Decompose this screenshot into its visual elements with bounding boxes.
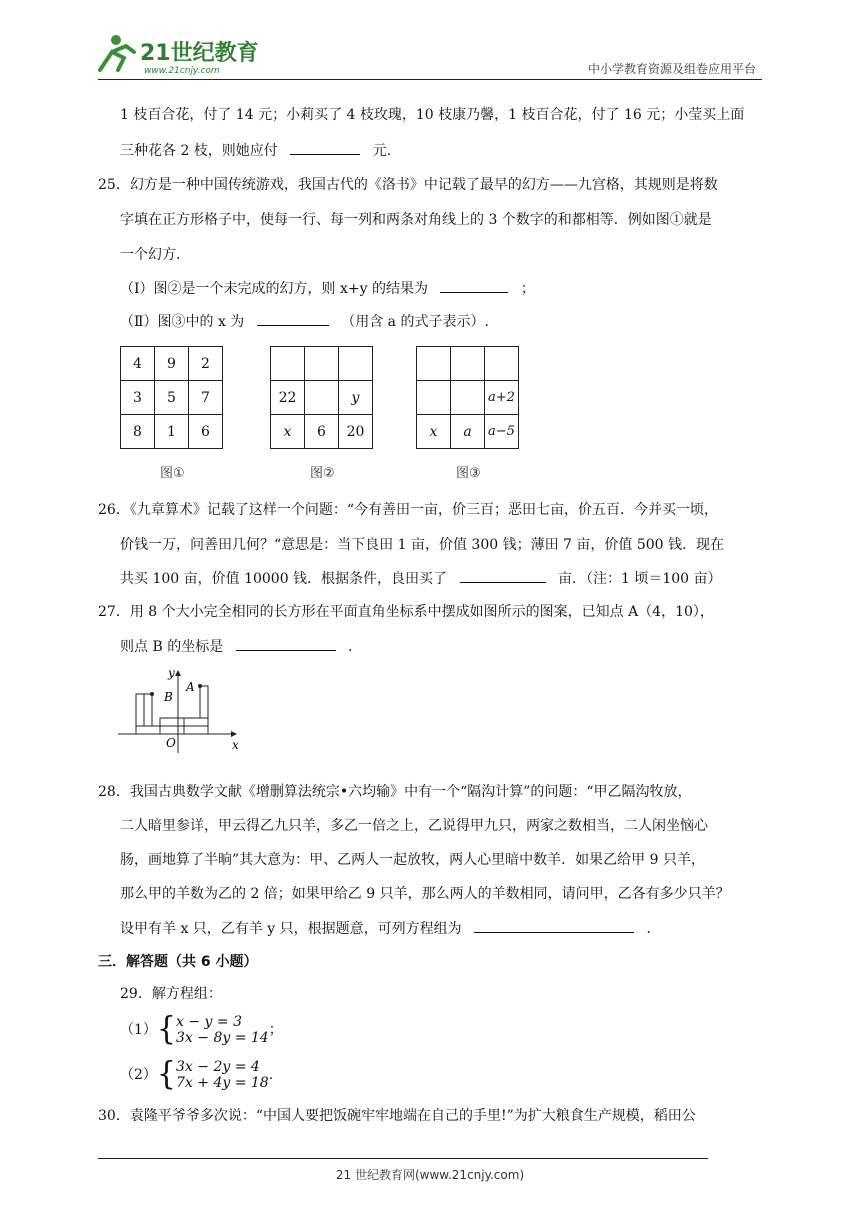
point-b	[150, 692, 154, 696]
grid-cell: 22	[271, 381, 305, 415]
q26-line3a: 共买 100 亩，价值 10000 钱．根据条件，良田买了	[120, 571, 448, 587]
q29-title: 29．解方程组：	[120, 986, 222, 1002]
logo-url: www.21cnjy.com	[144, 66, 220, 76]
figure3-caption: 图③	[456, 466, 481, 481]
q29-p2-end: .	[268, 1067, 274, 1083]
magic-square-2	[270, 346, 373, 449]
q27-line1: 27．用 8 个大小完全相同的长方形在平面直角坐标系中摆成如图所示的图案，已知点 A（4，10），	[98, 604, 714, 620]
q28-line5a: 设甲有羊 x 只，乙有羊 y 只，根据题意，可列方程组为	[120, 921, 462, 937]
grid-cell	[339, 347, 373, 381]
q29-system1	[120, 1011, 283, 1048]
grid-cell: x	[271, 415, 305, 449]
grid-cell: 9	[155, 347, 189, 381]
q28-line4: 那么甲的羊数为乙的 2 倍；如果甲给乙 9 只羊，那么两人的羊数相同，请问甲，乙各有多少只羊？	[120, 886, 730, 902]
grid-cell: a+2	[485, 381, 519, 415]
brace-icon: {	[156, 1011, 177, 1048]
figure2-caption: 图②	[310, 466, 335, 481]
q29-p1-label: （1）	[120, 1022, 157, 1038]
header-divider	[98, 79, 762, 80]
grid-cell	[451, 381, 485, 415]
grid-cell	[485, 347, 519, 381]
q25-part2a: （Ⅱ）图③中的 x 为	[120, 314, 245, 330]
footer-text: 21 世纪教育网(www.21cnjy.com)	[335, 1168, 525, 1182]
label-b: B	[164, 690, 173, 704]
coordinate-figure	[118, 665, 248, 755]
q28-line3: 肠，画地算了半晌”其大意为：甲、乙两人一起放牧，两人心里暗中数羊．如果乙给甲 9 只羊，	[120, 852, 705, 868]
q26-line3	[120, 568, 722, 589]
label-o: O	[166, 736, 176, 750]
q29-p1-eq1: x − y = 3	[176, 1014, 242, 1030]
q28-line1: 28．我国古典数学文献《增删算法统宗•六均输》中有一个“隔沟计算”的问题：“甲乙隔沟牧放，	[98, 784, 692, 800]
q28-line5b: ．	[646, 921, 661, 937]
q26-line2: 价钱一万，问善田几何？“意思是：当下良田 1 亩，价值 300 钱；薄田 7 亩，价值 500 钱．现在	[120, 537, 725, 553]
q29-p2-eq2: 7x + 4y = 18	[176, 1075, 269, 1091]
q27-line2a: 则点 B 的坐标是	[120, 639, 224, 655]
grid-cell: 20	[339, 415, 373, 449]
site-logo	[92, 30, 262, 80]
grid-cell: 7	[189, 381, 223, 415]
grid-cell: 5	[155, 381, 189, 415]
header-platform-text: 中小学教育资源及组卷应用平台	[587, 62, 756, 76]
grid-cell	[271, 347, 305, 381]
q24-answer-blank[interactable]	[290, 140, 360, 155]
logo-text: 21世纪教育	[140, 41, 259, 66]
footer-divider	[98, 1158, 708, 1159]
label-x: x	[232, 738, 239, 752]
q27-line2b: ．	[348, 639, 363, 655]
q25-line1: 25．幻方是一种中国传统游戏，我国古代的《洛书》中记载了最早的幻方——九宫格，其规则是将数	[98, 177, 718, 193]
grid-cell: 3	[121, 381, 155, 415]
q29-p1-end: ；	[268, 1022, 283, 1038]
point-a	[198, 684, 202, 688]
grid-cell: 6	[305, 415, 339, 449]
label-y: y	[168, 666, 175, 680]
q26-line3b: 亩．（注：1 顷＝100 亩）	[557, 571, 722, 587]
q28-line2: 二人暗里参详，甲云得乙九只羊，多乙一倍之上，乙说得甲九只，两家之数相当，二人闲坐恼心	[120, 818, 708, 834]
q29-p1-eq2: 3x − 8y = 14	[176, 1030, 269, 1046]
q25-line3: 一个幻方．	[120, 247, 190, 263]
grid-cell: 4	[121, 347, 155, 381]
q26-answer-blank[interactable]	[460, 568, 546, 583]
grid-cell: 8	[121, 415, 155, 449]
q24-line2a: 三种花各 2 枝，则她应付	[120, 143, 278, 159]
grid-cell: x	[417, 415, 451, 449]
grid-cell: a	[451, 415, 485, 449]
grid-cell	[417, 381, 451, 415]
q25-line2: 字填在正方形格子中，使每一行、每一列和两条对角线上的 3 个数字的和都相等．例如图①就是	[120, 212, 712, 228]
grid-cell: 6	[189, 415, 223, 449]
q27-answer-blank[interactable]	[236, 636, 336, 651]
q29-p2-eq1: 3x − 2y = 4	[176, 1059, 260, 1075]
q28-line5	[120, 918, 661, 939]
magic-square-1	[120, 346, 223, 449]
q25-part2	[120, 311, 489, 332]
q27-line2	[120, 636, 362, 657]
figure1-caption: 图①	[160, 466, 185, 481]
q24-line2b: 元.	[372, 143, 392, 159]
q30-line1: 30．袁隆平爷爷多次说：“中国人要把饭碗牢牢地端在自己的手里!”为扩大粮食生产规模，稻田公	[98, 1108, 696, 1124]
label-a: A	[186, 680, 195, 694]
magic-square-3	[416, 346, 519, 449]
q24-line2	[120, 140, 391, 161]
grid-cell: a−5	[485, 415, 519, 449]
q25-part1-blank[interactable]	[440, 278, 508, 293]
grid-cell	[305, 381, 339, 415]
q29-p2-label: （2）	[120, 1067, 157, 1083]
grid-cell	[417, 347, 451, 381]
q28-answer-blank[interactable]	[474, 918, 634, 933]
q29-system2	[120, 1056, 274, 1093]
grid-cell	[305, 347, 339, 381]
q24-line1: 1 枝百合花，付了 14 元；小莉买了 4 枝玫瑰，10 枝康乃馨，1 枝百合花，付了 16 元；小莹买上面	[120, 107, 745, 123]
q25-part2b: （用含 a 的式子表示）.	[341, 314, 489, 330]
grid-cell	[451, 347, 485, 381]
grid-cell: y	[339, 381, 373, 415]
section-title: 三．解答题（共 6 小题）	[98, 954, 258, 970]
brace-icon: {	[156, 1056, 177, 1093]
grid-cell: 1	[155, 415, 189, 449]
q25-part1a: （Ⅰ）图②是一个未完成的幻方，则 x+y 的结果为	[120, 281, 428, 297]
grid-cell: 2	[189, 347, 223, 381]
q25-part1b: ；	[520, 281, 535, 297]
q25-part2-blank[interactable]	[257, 311, 329, 326]
q25-part1	[120, 278, 535, 299]
q26-line1: 26．《九章算术》记载了这样一个问题：“今有善田一亩，价三百；恶田七亩，价五百．今并买一顷，	[98, 502, 718, 518]
